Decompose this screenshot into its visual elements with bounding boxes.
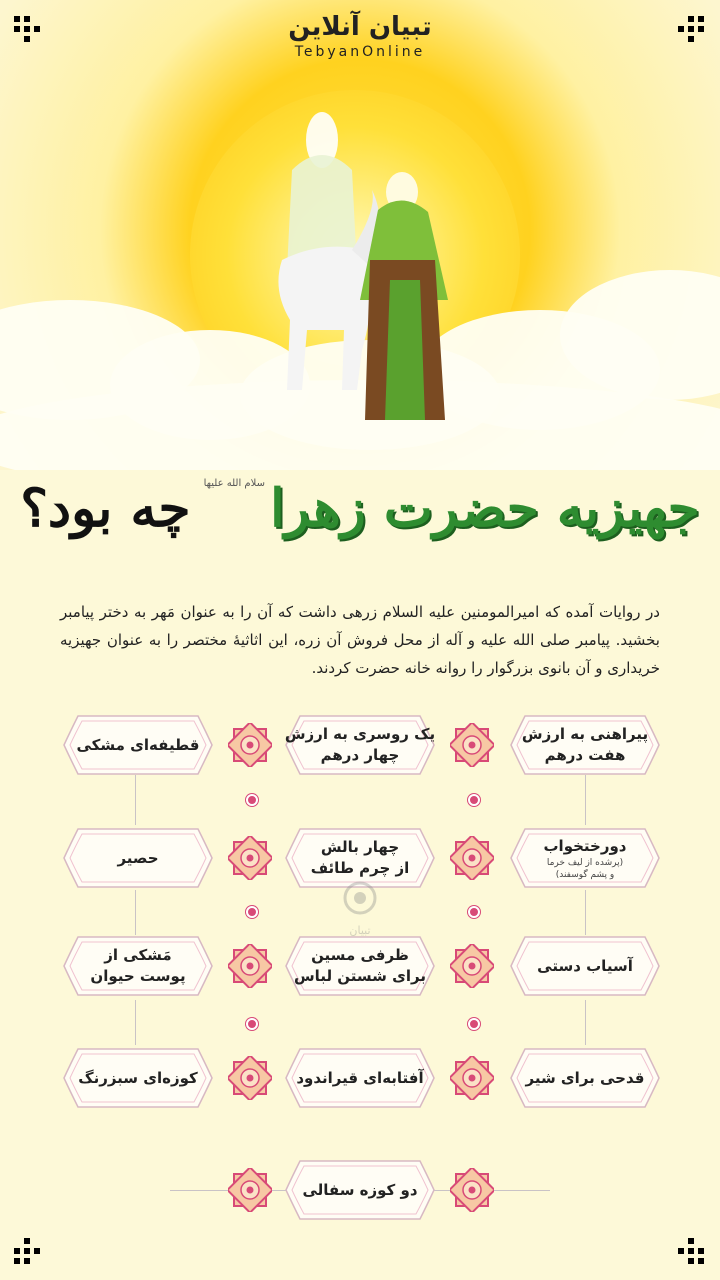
item-line1: پیراهنی به ارزش [521, 725, 649, 743]
brand-name-en: TebyanOnline [294, 44, 426, 60]
item-line1: یک روسری به ارزش [284, 725, 436, 743]
hero-illustration [0, 0, 720, 470]
connector-dot [246, 906, 258, 918]
title-honorific: سلام الله علیها [203, 478, 265, 489]
item-line1: دو کوزه سفالی [302, 1180, 418, 1199]
rosette-ornament [450, 944, 494, 988]
rosette-ornament [228, 836, 272, 880]
item-card [60, 933, 216, 999]
item-line1: حصیر [117, 848, 159, 867]
item-sub2: و پشم گوسفند) [555, 869, 615, 880]
item-card [507, 712, 663, 778]
connector-line [585, 890, 586, 935]
item-card [507, 933, 663, 999]
item-line1: آفتابه‌ای قیراندود [296, 1068, 424, 1087]
rosette-ornament [228, 944, 272, 988]
tebyan-watermark [342, 880, 378, 940]
corner-ornament-bottom-left [14, 1238, 40, 1264]
brand-logo [0, 12, 720, 60]
connector-line [135, 890, 136, 935]
item-card [507, 825, 663, 891]
connector-dot [468, 906, 480, 918]
item-card [282, 1157, 438, 1223]
item-line1: قطیفه‌ای مشکی [76, 735, 200, 754]
item-line1: قدحی برای شیر [525, 1068, 645, 1087]
title-main: جهیزیه حضرت زهرا [270, 478, 700, 539]
tebyan-watermark-icon [342, 880, 378, 920]
rosette-ornament [450, 1056, 494, 1100]
connector-dot [468, 794, 480, 806]
item-card [60, 1045, 216, 1111]
connector-line [135, 1000, 136, 1045]
item-line2: برای شستن لباس [293, 967, 427, 985]
connector-dot [246, 794, 258, 806]
item-line2: هفت درهم [544, 746, 626, 764]
item-card [282, 1045, 438, 1111]
item-line1: ظرفی مسین [311, 946, 409, 964]
item-line1: دور‌ختخواب [543, 836, 627, 855]
walking-figure [340, 170, 460, 430]
item-line2: از چرم طائف [310, 859, 410, 877]
connector-line [585, 1000, 586, 1045]
rosette-ornament [450, 836, 494, 880]
item-line2: پوست حیوان [90, 967, 186, 985]
item-card [60, 825, 216, 891]
rosette-ornament [228, 1056, 272, 1100]
item-line1: آسیاب دستی [537, 956, 633, 975]
connector-line [135, 775, 136, 825]
item-sub1: (پرشده از لیف خرما [546, 857, 624, 868]
watermark-text: تبیان [349, 924, 371, 937]
item-line1: چهار بالش [320, 838, 400, 856]
rosette-ornament [228, 723, 272, 767]
title-question: چه بود؟ [20, 478, 191, 539]
page-title [0, 478, 720, 539]
corner-ornament-bottom-right [678, 1238, 704, 1264]
brand-name-fa: تبیان آنلاین [288, 12, 432, 42]
item-line1: کوزه‌ای سبزرنگ [78, 1068, 198, 1087]
rosette-ornament [450, 723, 494, 767]
item-card [507, 1045, 663, 1111]
item-card [282, 933, 438, 999]
rosette-ornament [450, 1168, 494, 1212]
item-card [282, 712, 438, 778]
item-line1: مَشکی از [104, 946, 172, 964]
rosette-ornament [228, 1168, 272, 1212]
connector-dot [246, 1018, 258, 1030]
intro-paragraph: در روایات آمده که امیرالمومنین علیه السلام زرهی داشت که آن را به عنوان مَهر به دختر پیامبر بخشید. پیامبر صلی الله علیه و آله از محل فروش آن زره، این اثاثیۀ مختصر را به عنوان جهیزیه خریداری و آن بانوی بزرگوار را روانه خانه حضرت کردند. [60, 603, 660, 677]
connector-line [585, 775, 586, 825]
item-line2: چهار درهم [320, 746, 400, 764]
item-card [60, 712, 216, 778]
connector-dot [468, 1018, 480, 1030]
